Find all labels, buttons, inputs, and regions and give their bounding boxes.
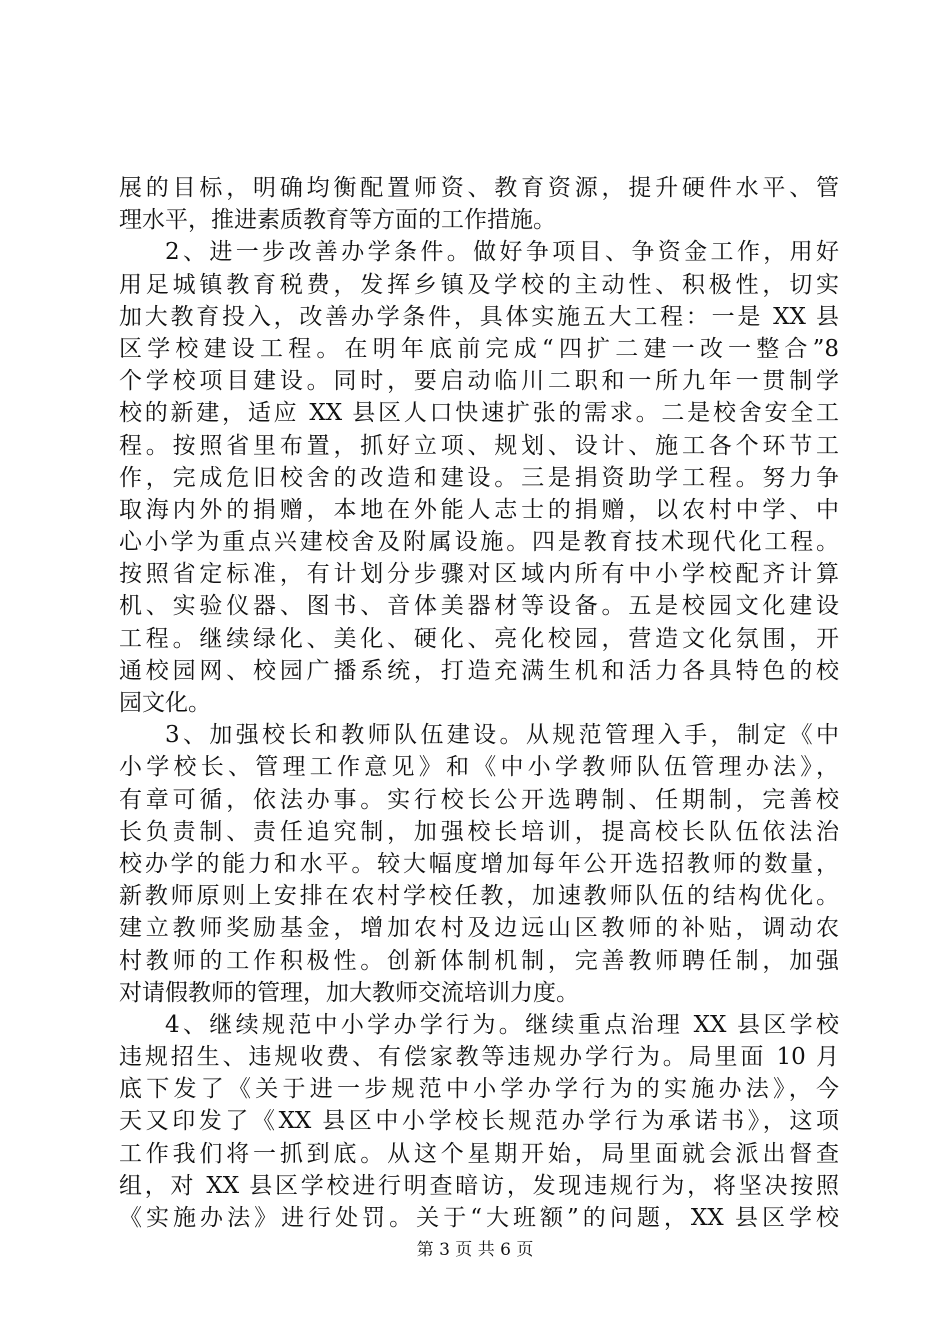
text-line: 取海内外的捐赠，本地在外能人志士的捐赠，以农村中学、中 bbox=[119, 496, 839, 523]
paragraph-start-line: 3、加强校长和教师队伍建设。从规范管理入手，制定《中 bbox=[165, 722, 839, 749]
text-line: 村教师的工作积极性。创新体制机制，完善教师聘任制，加强 bbox=[119, 947, 839, 974]
text-line: 有章可循，依法办事。实行校长公开选聘制、任期制，完善校 bbox=[119, 786, 839, 813]
text-line: 工程。继续绿化、美化、硬化、亮化校园，营造文化氛围，开 bbox=[119, 625, 839, 652]
text-line: 建立教师奖励基金，增加农村及边远山区教师的补贴，调动农 bbox=[119, 915, 839, 942]
text-line: 工作我们将一抓到底。从这个星期开始，局里面就会派出督查 bbox=[119, 1140, 839, 1167]
text-line: 园文化。 bbox=[119, 690, 211, 716]
text-line: 展的目标，明确均衡配置师资、教育资源，提升硬件水平、管 bbox=[119, 175, 839, 201]
page-number-footer: 第 3 页 共 6 页 bbox=[416, 1240, 534, 1260]
text-line: 《实施办法》进行处罚。关于“大班额”的问题，XX 县区学校 bbox=[119, 1205, 839, 1231]
text-line: 通校园网、校园广播系统，打造充满生机和活力各具特色的校 bbox=[119, 657, 839, 684]
text-line: 长负责制、责任追究制，加强校长培训，提高校长队伍依法治 bbox=[119, 818, 839, 845]
text-line: 加大教育投入，改善办学条件，具体实施五大工程：一是 XX 县 bbox=[119, 303, 839, 330]
text-line: 理水平，推进素质教育等方面的工作措施。 bbox=[119, 207, 556, 234]
paragraph-start-line: 2、进一步改善办学条件。做好争项目、争资金工作，用好 bbox=[165, 239, 839, 266]
text-line: 区学校建设工程。在明年底前完成“四扩二建一改一整合”8 bbox=[119, 335, 839, 362]
text-line: 校的新建，适应 XX 县区人口快速扩张的需求。二是校舍安全工 bbox=[119, 400, 839, 427]
text-line: 用足城镇教育税费，发挥乡镇及学校的主动性、积极性，切实 bbox=[119, 271, 839, 298]
text-line: 天又印发了《XX 县区中小学校长规范办学行为承诺书》，这项 bbox=[119, 1108, 839, 1135]
text-line: 校办学的能力和水平。较大幅度增加每年公开选招教师的数量， bbox=[119, 850, 839, 877]
text-line: 心小学为重点兴建校舍及附属设施。四是教育技术现代化工程。 bbox=[119, 529, 839, 556]
text-line: 底下发了《关于进一步规范中小学办学行为的实施办法》，今 bbox=[119, 1076, 839, 1103]
text-line: 机、实验仪器、图书、音体美器材等设备。五是校园文化建设 bbox=[119, 593, 839, 620]
body-text bbox=[119, 172, 839, 1234]
text-line: 程。按照省里布置，抓好立项、规划、设计、施工各个环节工 bbox=[119, 432, 839, 459]
text-line: 组，对 XX 县区学校进行明查暗访，发现违规行为，将坚决按照 bbox=[119, 1172, 839, 1199]
text-line: 按照省定标准，有计划分步骤对区域内所有中小学校配齐计算 bbox=[119, 561, 839, 588]
paragraph-start-line: 4、继续规范中小学办学行为。继续重点治理 XX 县区学校 bbox=[165, 1011, 839, 1038]
text-line: 作，完成危旧校舍的改造和建设。三是捐资助学工程。努力争 bbox=[119, 464, 839, 491]
text-line: 对请假教师的管理，加大教师交流培训力度。 bbox=[119, 979, 579, 1006]
text-line: 小学校长、管理工作意见》和《中小学教师队伍管理办法》， bbox=[119, 754, 839, 781]
text-line: 违规招生、违规收费、有偿家教等违规办学行为。局里面 10 月 bbox=[119, 1044, 839, 1071]
text-line: 个学校项目建设。同时，要启动临川二职和一所九年一贯制学 bbox=[119, 368, 839, 395]
text-line: 新教师原则上安排在农村学校任教，加速教师队伍的结构优化。 bbox=[119, 883, 839, 910]
